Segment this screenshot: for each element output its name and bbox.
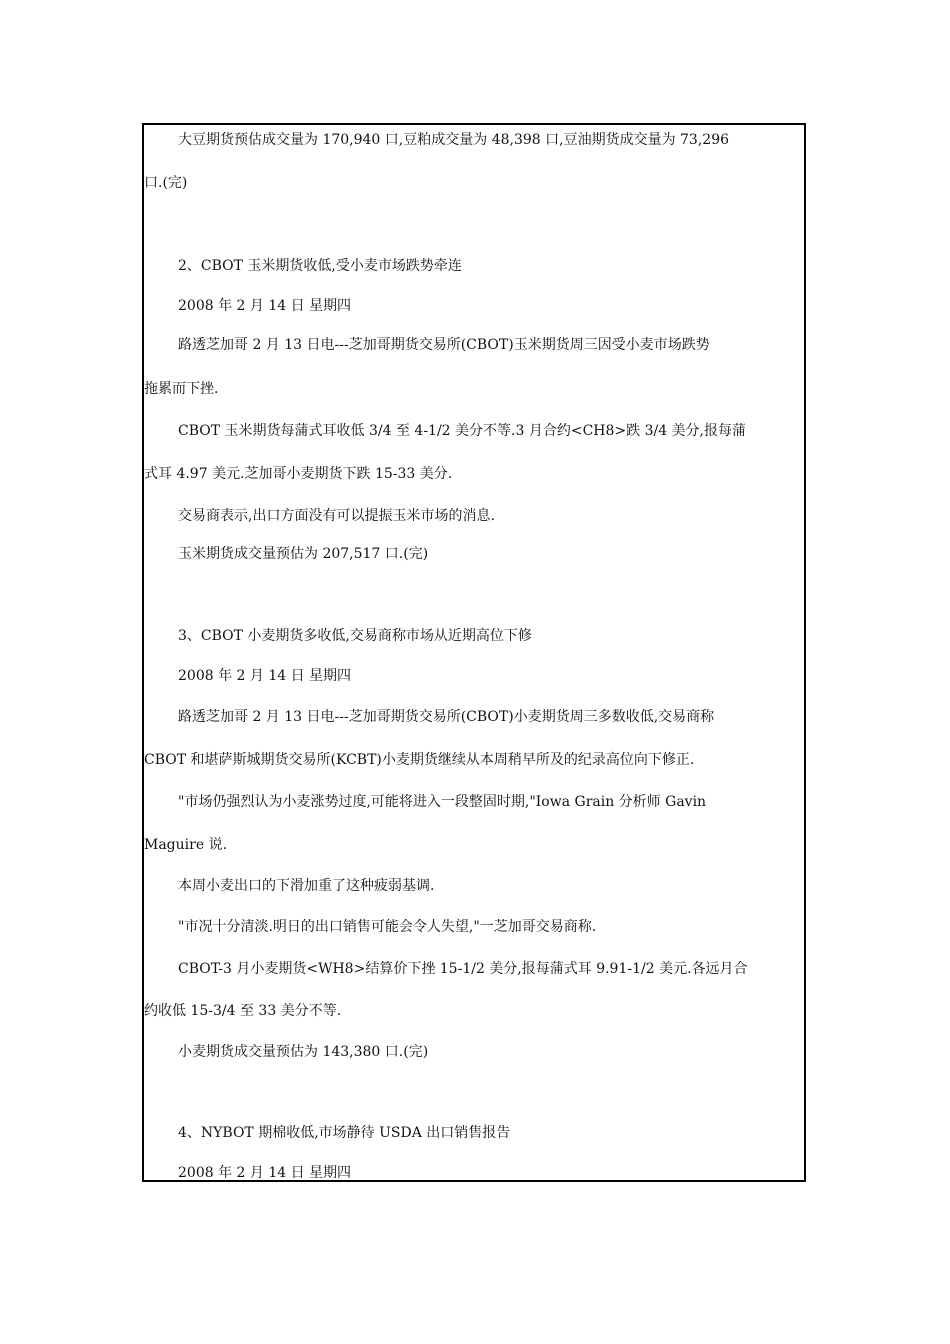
paragraph-line: CBOT-3 月小麦期货<WH8>结算价下挫 15-1/2 美分,报每蒲式耳 9.91-1/2 美元.各远月合 (178, 961, 748, 977)
paragraph-line: 约收低 15-3/4 至 33 美分不等. (144, 1003, 342, 1019)
section-date: 2008 年 2 月 14 日 星期四 (178, 668, 352, 684)
paragraph-line: 交易商表示,出口方面没有可以提振玉米市场的消息. (178, 508, 495, 524)
paragraph-line: 式耳 4.97 美元.芝加哥小麦期货下跌 15-33 美分. (144, 466, 453, 482)
section-heading: 3、CBOT 小麦期货多收低,交易商称市场从近期高位下修 (178, 628, 532, 644)
paragraph-line: "市况十分清淡.明日的出口销售可能会令人失望,"一芝加哥交易商称. (178, 919, 597, 935)
section-date: 2008 年 2 月 14 日 星期四 (178, 1165, 352, 1181)
paragraph-line: 小麦期货成交量预估为 143,380 口.(完) (178, 1044, 429, 1060)
text-frame (142, 123, 806, 1182)
section-heading: 2、CBOT 玉米期货收低,受小麦市场跌势牵连 (178, 258, 462, 274)
paragraph-line: 本周小麦出口的下滑加重了这种疲弱基调. (178, 878, 435, 894)
paragraph-line: CBOT 玉米期货每蒲式耳收低 3/4 至 4-1/2 美分不等.3 月合约<CH8>跌 3/4 美分,报每蒲 (178, 423, 747, 439)
paragraph-line: 路透芝加哥 2 月 13 日电---芝加哥期货交易所(CBOT)玉米期货周三因受小麦市场跌势 (178, 337, 710, 353)
paragraph-line: 拖累而下挫. (144, 381, 219, 397)
paragraph-line: 口.(完) (144, 175, 188, 191)
paragraph-line: 玉米期货成交量预估为 207,517 口.(完) (178, 546, 429, 562)
paragraph-line: 路透芝加哥 2 月 13 日电---芝加哥期货交易所(CBOT)小麦期货周三多数收低,交易商称 (178, 709, 715, 725)
paragraph-line: "市场仍强烈认为小麦涨势过度,可能将进入一段整固时期,"Iowa Grain 分析师 Gavin (178, 794, 707, 810)
paragraph-line: Maguire 说. (144, 837, 228, 853)
paragraph-line: CBOT 和堪萨斯城期货交易所(KCBT)小麦期货继续从本周稍早所及的纪录高位向下修正. (144, 752, 695, 768)
section-heading: 4、NYBOT 期棉收低,市场静待 USDA 出口销售报告 (178, 1125, 511, 1141)
paragraph-line: 大豆期货预估成交量为 170,940 口,豆粕成交量为 48,398 口,豆油期货成交量为 73,296 (178, 132, 730, 148)
section-date: 2008 年 2 月 14 日 星期四 (178, 298, 352, 314)
